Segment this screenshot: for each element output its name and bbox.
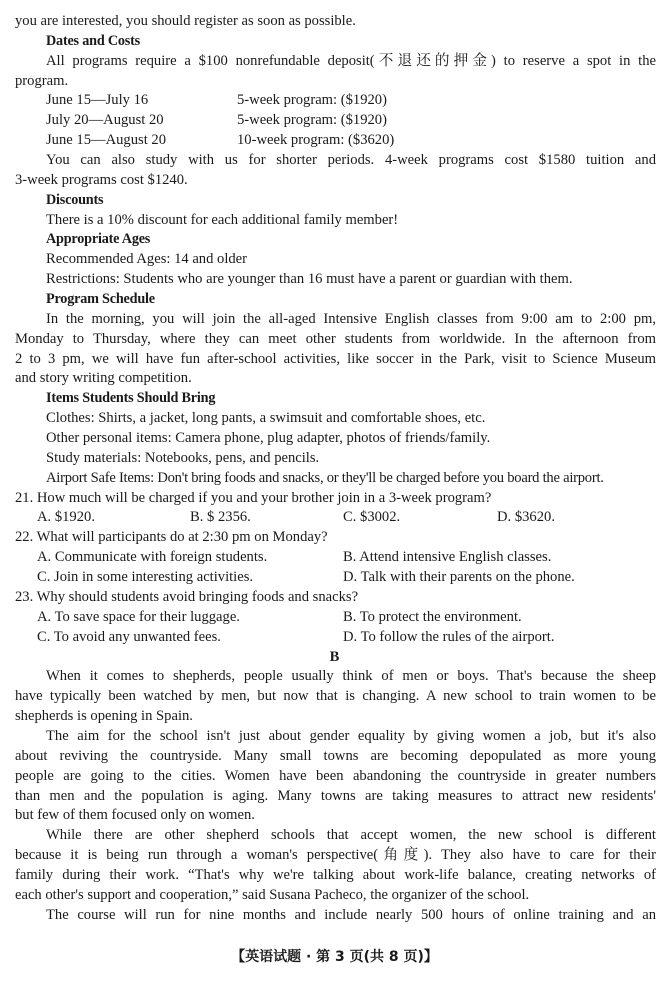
schedule-program: 10-week program: ($3620) <box>237 132 395 149</box>
schedule-row <box>0 91 669 111</box>
passage-a-text: you are interested, you should register as soon as possible. <box>15 13 356 29</box>
passage-a-text: Restrictions: Students who are younger than 16 must have a parent or guardian with them. <box>46 271 573 288</box>
section-heading: Discounts <box>46 191 104 208</box>
section-heading: Dates and Costs <box>46 32 140 49</box>
passage-b-text: than men and the population is aging. Many towns are taking measures to attract new residents' <box>15 787 656 804</box>
passage-a-text: 3-week programs cost $1240. <box>15 171 188 188</box>
option-c[interactable]: C. To avoid any unwanted fees. <box>37 628 221 645</box>
question-options <box>0 568 669 588</box>
passage-b-text: but few of them focused only on women. <box>15 807 255 824</box>
passage-b-text: each other's support and cooperation,” said Susana Pacheco, the organizer of the school. <box>15 886 530 903</box>
passage-a-text: You can also study with us for shorter periods. 4-week programs cost $1580 tuition and <box>46 152 656 169</box>
section-heading: Appropriate Ages <box>46 231 151 248</box>
passage-b-text: While there are other shepherd schools that accept women, the new school is different <box>46 827 656 844</box>
option-a[interactable]: A. To save space for their luggage. <box>37 608 240 625</box>
passage-a-text: All programs require a $100 nonrefundable deposit(不退还的押金) to reserve a spot in the <box>46 52 656 69</box>
question-stem: 23. Why should students avoid bringing foods and snacks? <box>15 588 359 605</box>
passage-a-text: In the morning, you will join the all-aged Intensive English classes from 9:00 am to 2:00 pm, <box>46 310 656 327</box>
passage-b-text: have typically been watched by men, but now that is changing. A new school to train women to be <box>15 688 656 705</box>
question-options <box>0 508 669 528</box>
schedule-dates: June 15—July 16 <box>46 92 149 109</box>
passage-a-text: Recommended Ages: 14 and older <box>46 251 248 268</box>
passage-a-text: and story writing competition. <box>15 370 192 387</box>
passage-b-text: The aim for the school isn't just about gender equality by giving women a job, but it's also <box>46 727 656 744</box>
question-stem: 22. What will participants do at 2:30 pm on Monday? <box>15 529 328 546</box>
passage-b-text: shepherds is opening in Spain. <box>15 708 193 725</box>
schedule-program: 5-week program: ($1920) <box>237 92 387 109</box>
option-a[interactable]: A. $1920. <box>37 509 95 526</box>
passage-b-text: The course will run for nine months and include nearly 500 hours of online training and an <box>46 906 656 923</box>
schedule-dates: June 15—August 20 <box>46 132 166 149</box>
option-c[interactable]: C. Join in some interesting activities. <box>37 569 254 586</box>
question-options <box>0 628 669 648</box>
passage-b-text: because it is being run through a woman's perspective(角度). They also have to care for their <box>15 847 656 864</box>
option-d[interactable]: D. To follow the rules of the airport. <box>343 628 555 645</box>
passage-a-text: Monday to Thursday, where they can meet other students from worldwide. In the afternoon from <box>15 330 656 347</box>
schedule-program: 5-week program: ($1920) <box>237 112 387 129</box>
passage-a-text: There is a 10% discount for each additional family member! <box>46 211 399 228</box>
section-heading: Items Students Should Bring <box>46 390 216 407</box>
passage-a-text: 2 to 3 pm, we will have fun after-school activities, like soccer in the Park, visit to Science Museum <box>15 350 656 367</box>
question-stem: 21. How much will be charged if you and your brother join in a 3-week program? <box>15 489 492 506</box>
passage-b-text: family during their work. “That's why we're talking about work-life balance, creating networks of <box>15 866 656 883</box>
passage-b-label: B <box>329 648 340 665</box>
item-line: Other personal items: Camera phone, plug adapter, photos of friends/family. <box>46 430 491 447</box>
exam-page <box>0 12 669 926</box>
passage-b-text: about reviving the countryside. Many small towns are becoming depopulated as more young <box>15 747 656 764</box>
question-options <box>0 548 669 568</box>
option-a[interactable]: A. Communicate with foreign students. <box>37 549 268 566</box>
passage-a-text: program. <box>15 72 69 89</box>
option-d[interactable]: D. $3620. <box>497 509 555 526</box>
option-b[interactable]: B. $ 2356. <box>190 509 251 526</box>
passage-b-text: people are going to the cities. Women have been abandoning the countryside in greater numbers <box>15 767 656 784</box>
item-line: Airport Safe Items: Don't bring foods and snacks, or they'll be charged before you board the airport. <box>46 469 604 486</box>
option-b[interactable]: B. To protect the environment. <box>343 608 522 625</box>
option-d[interactable]: D. Talk with their parents on the phone. <box>343 569 575 586</box>
section-heading: Program Schedule <box>46 291 155 308</box>
passage-b-text: When it comes to shepherds, people usually think of men or boys. That's because the sheep <box>46 668 656 685</box>
page-footer: 【英语试题 · 第 3 页(共 8 页)】 <box>231 949 438 965</box>
option-c[interactable]: C. $3002. <box>343 509 401 526</box>
question-options <box>0 608 669 628</box>
option-b[interactable]: B. Attend intensive English classes. <box>343 549 552 566</box>
schedule-dates: July 20—August 20 <box>46 112 164 129</box>
schedule-row <box>0 131 669 151</box>
schedule-row <box>0 111 669 131</box>
item-line: Clothes: Shirts, a jacket, long pants, a swimsuit and comfortable shoes, etc. <box>46 410 486 427</box>
item-line: Study materials: Notebooks, pens, and pencils. <box>46 449 320 466</box>
